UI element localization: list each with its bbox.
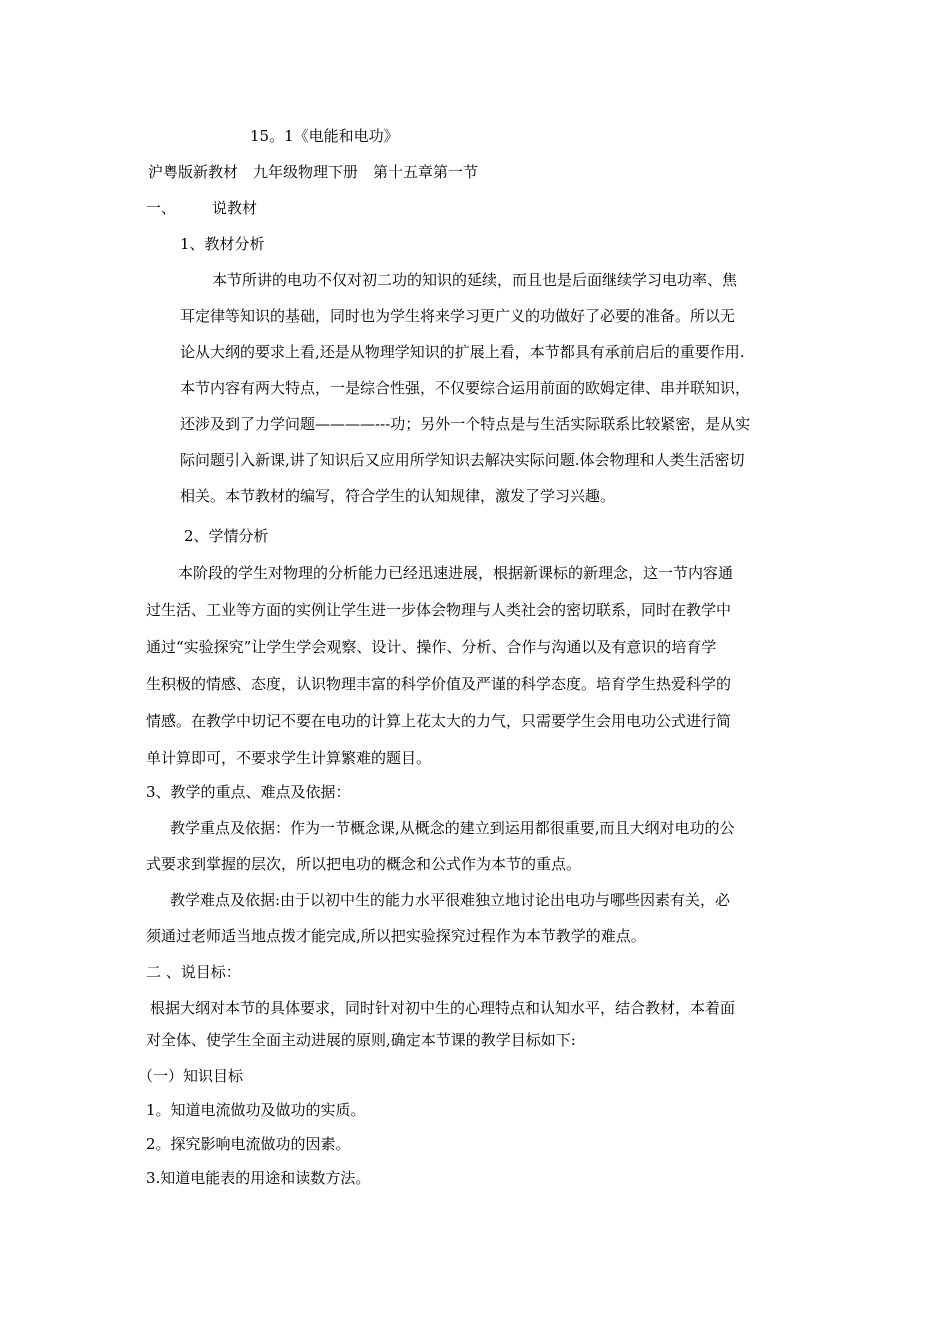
- sub1-paragraph-line: 相关。本节教材的编写，符合学生的认知规律，激发了学习兴趣。: [180, 487, 616, 505]
- sub1-paragraph-line: 本节所讲的电功不仅对初二功的知识的延续，而且也是后面继续学习电功率、焦: [212, 271, 738, 289]
- section2-intro-line: 根据大纲对本节的具体要求，同时针对初中生的心理特点和认知水平，结合教材，本着面: [150, 999, 736, 1017]
- goal-item: 3.知道电能表的用途和读数方法。: [146, 1169, 371, 1187]
- section1-title: 说教材: [212, 199, 258, 217]
- section2-heading: 二 、说目标：: [146, 963, 241, 981]
- sub1-paragraph-line: 际问题引入新课,讲了知识后又应用所学知识去解决实际问题.体会物理和人类生活密切: [180, 451, 745, 469]
- difficulty-line: 须通过老师适当地点拨才能完成,所以把实验探究过程作为本节教学的难点。: [146, 927, 646, 945]
- key-point-line: 式要求到掌握的层次，所以把电功的概念和公式作为本节的重点。: [146, 855, 582, 873]
- document-title: 15。1《电能和电功》: [250, 127, 399, 145]
- sub2-heading: 2、学情分析: [184, 527, 269, 545]
- section1-number: 一、: [146, 199, 177, 217]
- sub2-paragraph-line: 本阶段的学生对物理的分析能力已经迅速进展，根据新课标的新理念，这一节内容通: [178, 564, 734, 582]
- section2-intro-line: 对全体、使学生全面主动进展的原则,确定本节课的教学目标如下:: [146, 1031, 576, 1049]
- sub1-heading: 1、教材分析: [180, 235, 265, 253]
- document-subtitle: 沪粤版新教材 九年级物理下册 第十五章第一节: [148, 163, 479, 181]
- sub1-paragraph-line: 还涉及到了力学问题————---功；另外一个特点是与生活实际联系比较紧密，是从实: [180, 415, 751, 433]
- sub2-paragraph-line: 通过“实验探究”让学生学会观察、设计、操作、分析、合作与沟通以及有意识的培育学: [146, 638, 717, 656]
- difficulty-line: 教学难点及依据:由于以初中生的能力水平很难独立地讨论出电功与哪些因素有关，必: [170, 891, 731, 909]
- sub2-paragraph-line: 情感。在教学中切记不要在电功的计算上花太大的力气，只需要学生会用电功公式进行简: [146, 712, 732, 730]
- section1-heading: [146, 198, 257, 218]
- sub2-paragraph-line: 生积极的情感、态度，认识物理丰富的科学价值及严谨的科学态度。培育学生热爱科学的: [146, 675, 732, 693]
- sub2-paragraph-line: 单计算即可，不要求学生计算繁难的题目。: [146, 749, 432, 767]
- knowledge-goals-heading: （一）知识目标: [138, 1067, 244, 1085]
- sub1-paragraph-line: 耳定律等知识的基础，同时也为学生将来学习更广义的功做好了必要的准备。所以无: [180, 307, 736, 325]
- sub1-paragraph-line: 本节内容有两大特点，一是综合性强，不仅要综合运用前面的欧姆定律、串并联知识，: [180, 379, 751, 397]
- sub3-heading: 3、教学的重点、难点及依据：: [146, 783, 351, 801]
- sub2-paragraph-line: 过生活、工业等方面的实例让学生进一步体会物理与人类社会的密切联系，同时在教学中: [146, 601, 732, 619]
- goal-item: 1。知道电流做功及做功的实质。: [146, 1101, 366, 1119]
- goal-item: 2。探究影响电流做功的因素。: [146, 1135, 351, 1153]
- sub1-paragraph-line: 论从大纲的要求上看,还是从物理学知识的扩展上看，本节都具有承前启后的重要作用.: [180, 343, 745, 361]
- key-point-line: 教学重点及依据：作为一节概念课,从概念的建立到运用都很重要,而且大纲对电功的公: [170, 819, 735, 837]
